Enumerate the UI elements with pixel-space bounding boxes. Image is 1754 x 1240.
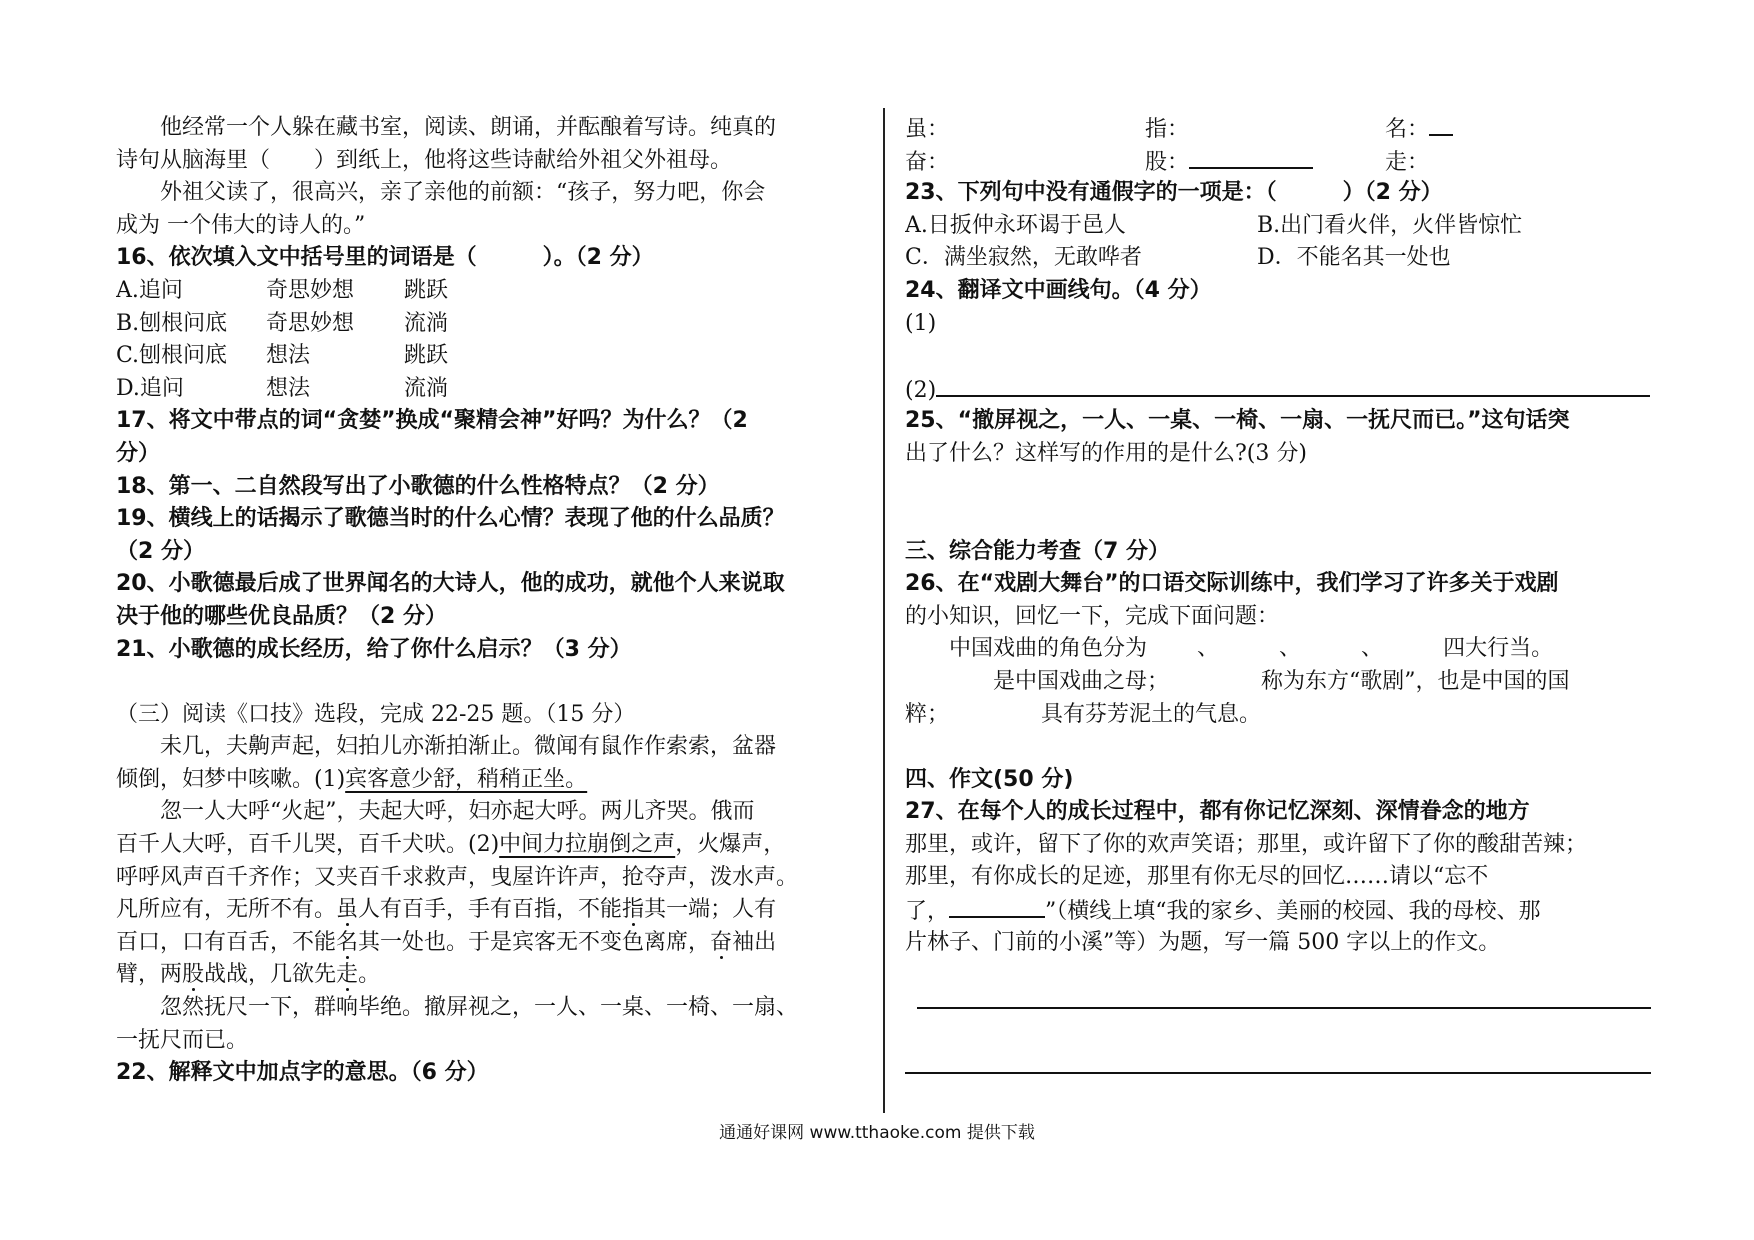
passage-text: 百口，口有百舌，不能 [116, 929, 337, 955]
option-b: B.出门看火伴，火伴皆惊忙 [1257, 212, 1523, 238]
passage-text: 凡所应有，无所不有。 [116, 897, 337, 923]
question-22: 22、解释文中加点字的意思。（6 分） [116, 1060, 489, 1086]
question-26-fill [905, 699, 1651, 732]
translation-2-label: (2) [905, 377, 937, 403]
question-26-fill [905, 666, 1651, 699]
answer-blank[interactable] [1189, 145, 1313, 169]
essay-prompt-text: ”（横线上填“我的家乡、美丽的校园、我的母校、那 [1045, 899, 1541, 925]
question-20-cont: 决于他的哪些优良品质？（2 分） [116, 603, 447, 629]
option-row [116, 373, 862, 406]
dotted-char: 奋 [710, 929, 733, 955]
option-label: C.刨根问底 [116, 343, 228, 369]
spacer [905, 731, 1651, 764]
dotted-char: 股 [182, 962, 205, 988]
question-20: 20、小歌德最后成了世界闻名的大诗人，他的成功，就他个人来说取 [116, 571, 785, 597]
question-17-cont: 分） [116, 440, 161, 466]
option-word: 想法 [266, 375, 311, 401]
option-word: 跳跃 [404, 277, 449, 303]
char-label: 名： [1385, 117, 1430, 142]
fill-text: 称为东方“歌剧”，也是中国的国 [1261, 668, 1570, 694]
passage-line: 未几，夫齁声起，妇拍儿亦渐拍渐止。微闻有鼠作作索索，盆器 [160, 734, 777, 760]
passage-text: 其一处也。于是宾客无不变色离席， [358, 929, 711, 955]
dotted-char: 走 [336, 962, 359, 988]
passage-line [116, 959, 862, 992]
char-label-text: 股： [1145, 149, 1190, 175]
separator: 、 [1279, 636, 1302, 662]
question-19: 19、横线上的话揭示了歌德当时的什么心情？表现了他的什么品质？ [116, 506, 785, 532]
option-word: 流淌 [404, 310, 449, 336]
char-label: 走： [1385, 149, 1430, 175]
passage-line [116, 764, 862, 797]
option-word: 跳跃 [404, 343, 449, 369]
passage-text: 其一端；人有 [644, 897, 777, 923]
question-27-cont [905, 894, 1651, 927]
passage-text: 百千人大呼，百千儿哭，百千犬吠。(2) [116, 832, 500, 858]
option-word: 流淌 [404, 375, 449, 401]
passage-text: 臂，两 [116, 962, 183, 988]
char-answer-row [905, 145, 1651, 178]
fill-text: 四大行当。 [1443, 636, 1554, 662]
passage-text: 战战，几欲先 [204, 962, 337, 988]
passage-line: 诗句从脑海里（ ）到纸上，他将这些诗献给外祖父外祖母。 [116, 147, 733, 173]
char-answer-row [905, 112, 1651, 145]
separator: 、 [1361, 636, 1384, 662]
option-word: 奇思妙想 [266, 277, 355, 303]
essay-title-blank[interactable] [949, 894, 1045, 918]
underlined-sentence-1: 宾客意少舒，稍稍正坐。 [345, 766, 588, 792]
translation-2-row [905, 373, 1651, 406]
char-label [1145, 145, 1385, 178]
passage-text: 。 [358, 962, 381, 988]
passage-text: 倾倒，妇梦中咳嗽。(1) [116, 766, 346, 792]
option-c: C．满坐寂然，无敢哗者 [905, 245, 1142, 271]
passage-line: 一抚尺而已。 [116, 1027, 249, 1053]
option-word: 奇思妙想 [266, 310, 355, 336]
question-26: 26、在“戏剧大舞台”的口语交际训练中，我们学习了许多关于戏剧 [905, 571, 1559, 597]
fill-text: 具有芬芳泥土的气息。 [1041, 701, 1262, 727]
option-word: 想法 [266, 343, 311, 369]
char-label: 奋： [905, 149, 950, 175]
passage-text: 人有百手，手有百指，不能 [358, 897, 623, 923]
char-label: 指： [1145, 117, 1190, 142]
essay-prompt-text: 了， [905, 899, 950, 925]
option-row [116, 308, 862, 341]
question-27: 27、在每个人的成长过程中，都有你记忆深刻、深情眷念的地方 [905, 799, 1530, 825]
question-23: 23、下列句中没有通假字的一项是：（ ）（2 分） [905, 180, 1443, 206]
passage-text: 袖出 [732, 929, 777, 955]
passage-line: 外祖父读了，很高兴，亲了亲他的前额：“孩子，努力吧，你会 [160, 180, 766, 206]
question-26-cont: 的小知识，回忆一下，完成下面问题： [905, 603, 1280, 629]
question-27-cont: 那里，有你成长的足迹，那里有你无尽的回忆……请以“忘不 [905, 864, 1489, 890]
question-27-cont: 那里，或许，留下了你的欢声笑语；那里，或许留下了你的酸甜苦辣； [905, 831, 1588, 857]
question-21: 21、小歌德的成长经历，给了你什么启示？（3 分） [116, 636, 632, 662]
option-row [905, 210, 1651, 243]
passage-line: 呼呼风声百千齐作；又夹百千求救声，曳屋许许声，抢夺声，泼水声。 [116, 864, 799, 890]
essay-answer-line[interactable] [905, 1072, 1651, 1074]
question-25-cont: 出了什么？这样写的作用的是什么?(3 分) [905, 440, 1307, 466]
option-row [905, 242, 1651, 275]
footer-source: 通通好课网 www.tthaoke.com 提供下载 [719, 1123, 1035, 1143]
translation-1-label: (1) [905, 310, 937, 336]
question-16: 16、依次填入文中括号里的词语是（ ）。（2 分） [116, 245, 654, 271]
spacer [905, 340, 1651, 373]
passage-line: 忽一人大呼“火起”，夫起大呼，妇亦起大呼。两儿齐哭。俄而 [160, 799, 755, 825]
section-three-title: 三、综合能力考查（7 分） [905, 538, 1170, 564]
passage-line: 成为 一个伟大的诗人的。” [116, 212, 366, 238]
translation-2-answer-line[interactable] [936, 373, 1650, 397]
option-d: D．不能名其一处也 [1257, 245, 1451, 271]
answer-blank[interactable] [1429, 112, 1453, 136]
section-three-title: （三）阅读《口技》选段，完成 22-25 题。（15 分） [116, 701, 636, 727]
option-label: B.刨根问底 [116, 310, 228, 336]
question-24: 24、翻译文中画线句。（4 分） [905, 277, 1212, 303]
separator: 、 [1197, 636, 1220, 662]
dotted-char: 名 [336, 929, 359, 955]
option-row [116, 275, 862, 308]
passage-line: 忽然抚尺一下，群响毕绝。撤屏视之，一人、一桌、一椅、一扇、 [160, 995, 799, 1021]
option-label: D.追问 [116, 375, 184, 401]
left-column [116, 112, 862, 1090]
option-row [116, 340, 862, 373]
fill-text: 中国戏曲的角色分为 [949, 636, 1148, 662]
fill-text: 是中国戏曲之母； [993, 668, 1170, 694]
underlined-sentence-2: 中间力拉崩倒之声 [499, 832, 676, 858]
question-18: 18、第一、二自然段写出了小歌德的什么性格特点？（2 分） [116, 473, 720, 499]
char-label: 虽： [905, 117, 950, 142]
spacer [116, 666, 862, 699]
question-19-cont: （2 分） [116, 538, 205, 564]
passage-line [116, 927, 862, 960]
column-divider [883, 108, 885, 1113]
question-26-fill [905, 633, 1651, 666]
question-17: 17、将文中带点的词“贪婪”换成“聚精会神”好吗？为什么？（2 [116, 408, 748, 434]
question-27-cont: 片林子、门前的小溪”等）为题，写一篇 500 字以上的作文。 [905, 929, 1501, 955]
dotted-char: 虽 [336, 897, 359, 923]
passage-line: 他经常一个人躲在藏书室，阅读、朗诵，并酝酿着写诗。纯真的 [160, 115, 777, 140]
question-25: 25、“撤屏视之，一人、一桌、一椅、一扇、一抚尺而已。”这句话突 [905, 408, 1570, 434]
dotted-char: 指 [622, 897, 645, 923]
passage-text: ，火爆声， [675, 832, 786, 858]
section-four-title: 四、作文(50 分) [905, 766, 1074, 792]
passage-line [116, 829, 862, 862]
essay-answer-line[interactable] [917, 1007, 1651, 1009]
passage-line [116, 894, 862, 927]
right-column [905, 112, 1651, 959]
fill-text: 粹； [905, 701, 950, 727]
option-a: A.日扳仲永环谒于邑人 [905, 212, 1126, 238]
spacer [905, 471, 1651, 536]
option-label: A.追问 [116, 277, 183, 303]
